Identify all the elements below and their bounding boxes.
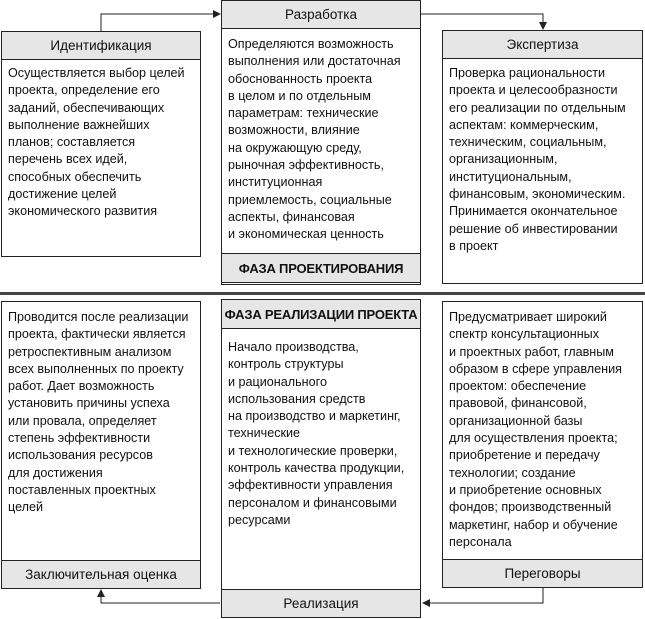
realization-title: Реализация xyxy=(221,589,421,618)
arrow-realization-to-final-assessment xyxy=(101,590,220,603)
identification-text: Осуществляется выбор целей проекта, определение его заданий, обеспечивающих выполнение важнейших планов; составляется перечень всех идей, способных обеспечить достижение целей экономического развития xyxy=(8,66,185,219)
negotiations-title: Переговоры xyxy=(442,559,643,588)
negotiations-text: Предусматривает широкий спектр консультационных и проектных работ, главным образом в сфере управления проектом: обеспечение правовой, финансовой, организационной базы для осуществления проекта; приобретение и передачу технологии; создание и приобретение основных фондов; производственный маркетинг, набор и обучение персонала xyxy=(449,310,622,549)
identification-title: Идентификация xyxy=(1,31,201,60)
expertise-title: Экспертиза xyxy=(442,30,643,59)
arrow-development-to-expertise xyxy=(421,14,543,29)
design-phase-label: ФАЗА ПРОЕКТИРОВАНИЯ xyxy=(221,253,421,283)
implementation-phase-label: ФАЗА РЕАЛИЗАЦИИ ПРОЕКТА xyxy=(221,299,421,329)
arrow-identification-to-development xyxy=(101,14,220,31)
final-assessment-text: Проводится после реализации проекта, фактически является ретроспективным анализом всех выполненных по проекту работ. Дает возможность установить причины успеха или провала, определяет степень эффективности использования ресурсов для достижения поставленных проектных целей xyxy=(8,310,189,515)
realization-text: Начало производства, контроль структуры и рационального использования средств на производство и маркетинг, технические и технологические проверки, контроль качества продукции, эффективности управления персоналом и финансовыми ресурсами xyxy=(228,340,405,527)
expertise-text: Проверка рациональности проекта и целесообразности его реализации по отдельным аспектам: коммерческим, техническим, социальным, организационным, институциональным, финансовым, экономическим. Принимается окончательное решение об инвестировании в проект xyxy=(449,66,626,253)
development-title: Разработка xyxy=(221,0,421,29)
final-assessment-title: Заключительная оценка xyxy=(1,560,201,589)
development-text: Определяются возможность выполнения или достаточная обоснованность проекта в целом и по отдельным параметрам: технические возможности, влияние на окружающую среду, рыночная эффективность, институционная приемлемость, социальные аспекты, финансовая и экономическая ценность xyxy=(228,37,401,242)
phase-separator xyxy=(0,292,645,295)
arrow-negotiations-to-realization xyxy=(423,588,543,603)
